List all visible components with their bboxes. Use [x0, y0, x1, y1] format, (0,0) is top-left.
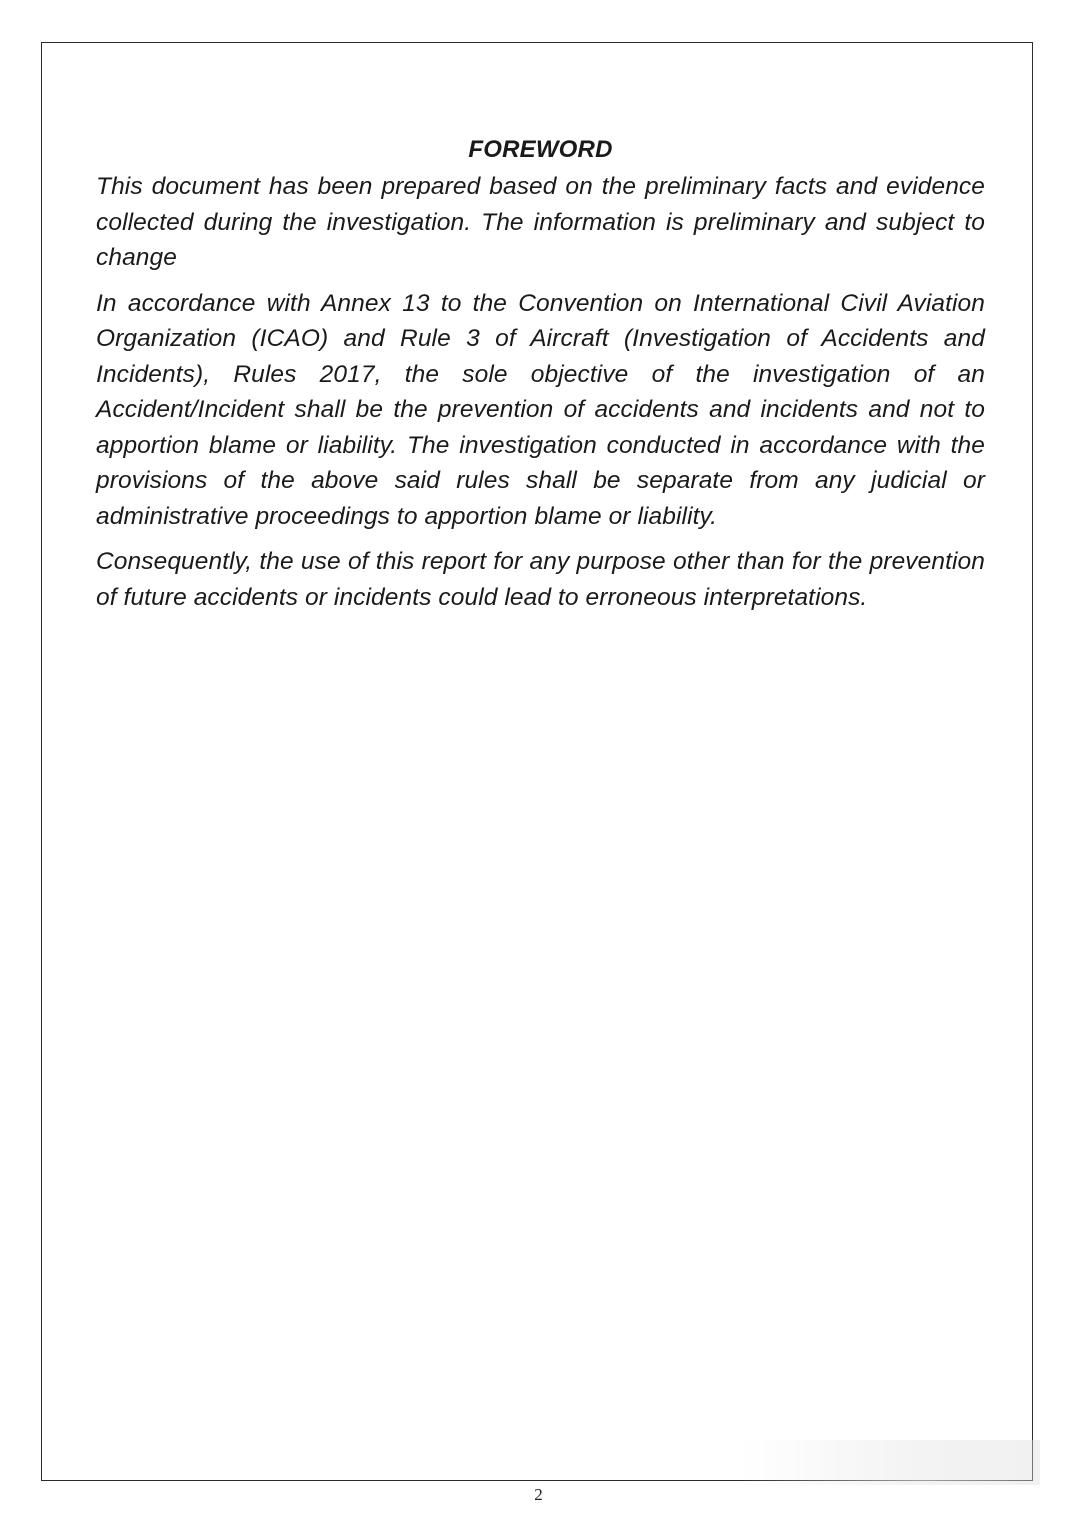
foreword-heading: FOREWORD — [468, 136, 613, 163]
paragraph-preliminary-notice: This document has been prepared based on the preliminary facts and evidence collected during the investigation. The information is preliminary and subject to change — [96, 173, 985, 271]
page-number: 2 — [534, 1485, 543, 1504]
paragraph-annex-13: In accordance with Annex 13 to the Convention on International Civil Aviation Organization (ICAO) and Rule 3 of Aircraft (Investigation of Accidents and Incidents), Rules 2017, the sole objective of the investigation of an Accident/Incident shall be the prevention of accidents and incidents and not to apportion blame or liability. The investigation conducted in accordance with the provisions of the above said rules shall be separate from any judicial or administrative proceedings to apportion blame or liability. — [96, 289, 985, 530]
document-body — [96, 133, 985, 625]
paragraph-consequently: Consequently, the use of this report for any purpose other than for the prevention of future accidents or incidents could lead to erroneous interpretations. — [96, 548, 985, 611]
